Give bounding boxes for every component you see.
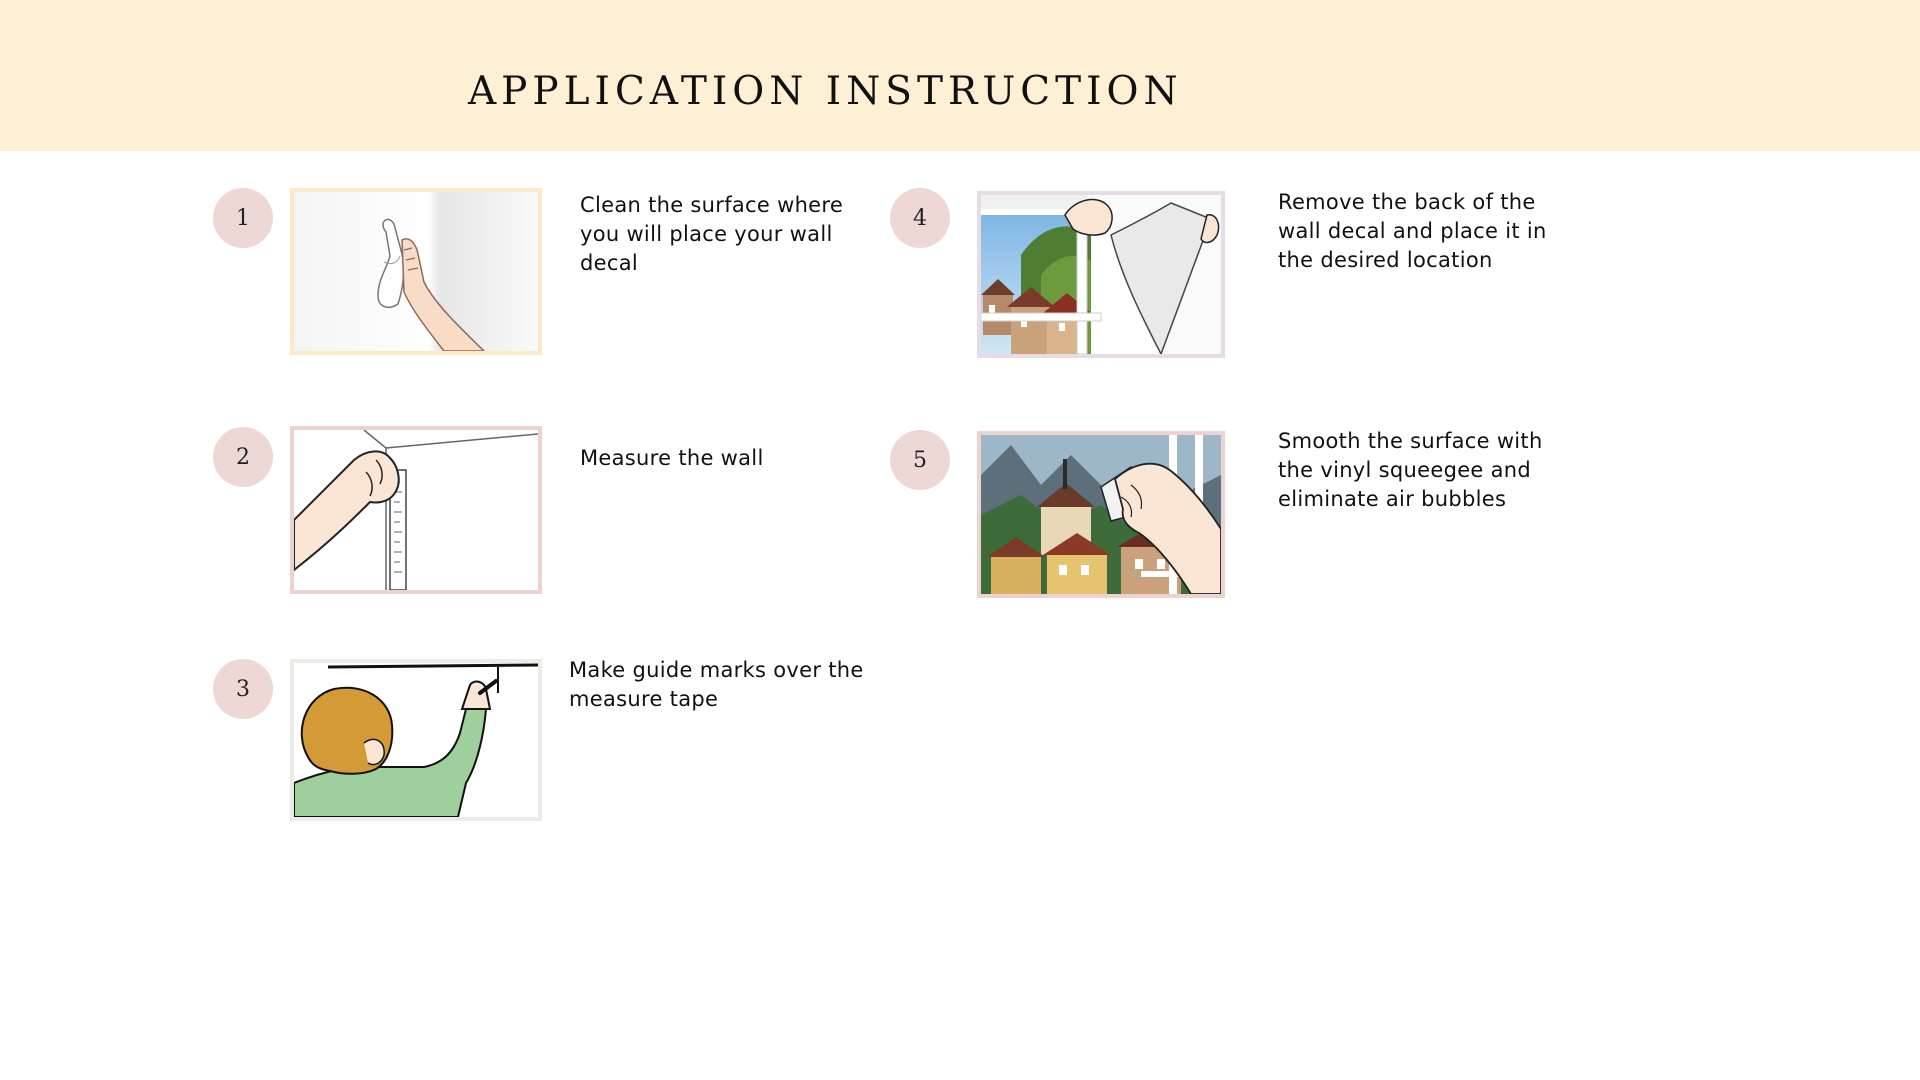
step-1-text: Clean the surface where you will place your wall decal bbox=[580, 193, 844, 275]
step-3-text: Make guide marks over the measure tape bbox=[569, 658, 864, 711]
step-3-number-badge: 3 bbox=[213, 659, 273, 719]
step-3-illustration bbox=[290, 659, 542, 821]
step-2-number-badge: 2 bbox=[213, 427, 273, 487]
measure-wall-illustration bbox=[294, 430, 538, 590]
step-5-illustration bbox=[977, 431, 1225, 598]
step-5-number-badge: 5 bbox=[890, 430, 950, 490]
step-2-illustration bbox=[290, 426, 542, 594]
page-title: APPLICATION INSTRUCTION bbox=[468, 69, 1183, 114]
clean-surface-illustration bbox=[294, 192, 538, 351]
squeegee-illustration bbox=[981, 435, 1221, 594]
step-4-number-badge: 4 bbox=[890, 188, 950, 248]
step-4-text: Remove the back of the wall decal and place it in the desired location bbox=[1278, 190, 1547, 272]
peel-decal-illustration bbox=[981, 195, 1221, 354]
step-2-text: Measure the wall bbox=[580, 446, 764, 470]
step-5-text: Smooth the surface with the vinyl squeegee and eliminate air bubbles bbox=[1278, 429, 1543, 511]
guide-marks-illustration bbox=[294, 663, 538, 817]
step-4-illustration bbox=[977, 191, 1225, 358]
step-1-number-badge: 1 bbox=[213, 188, 273, 248]
step-1-illustration bbox=[290, 188, 542, 355]
